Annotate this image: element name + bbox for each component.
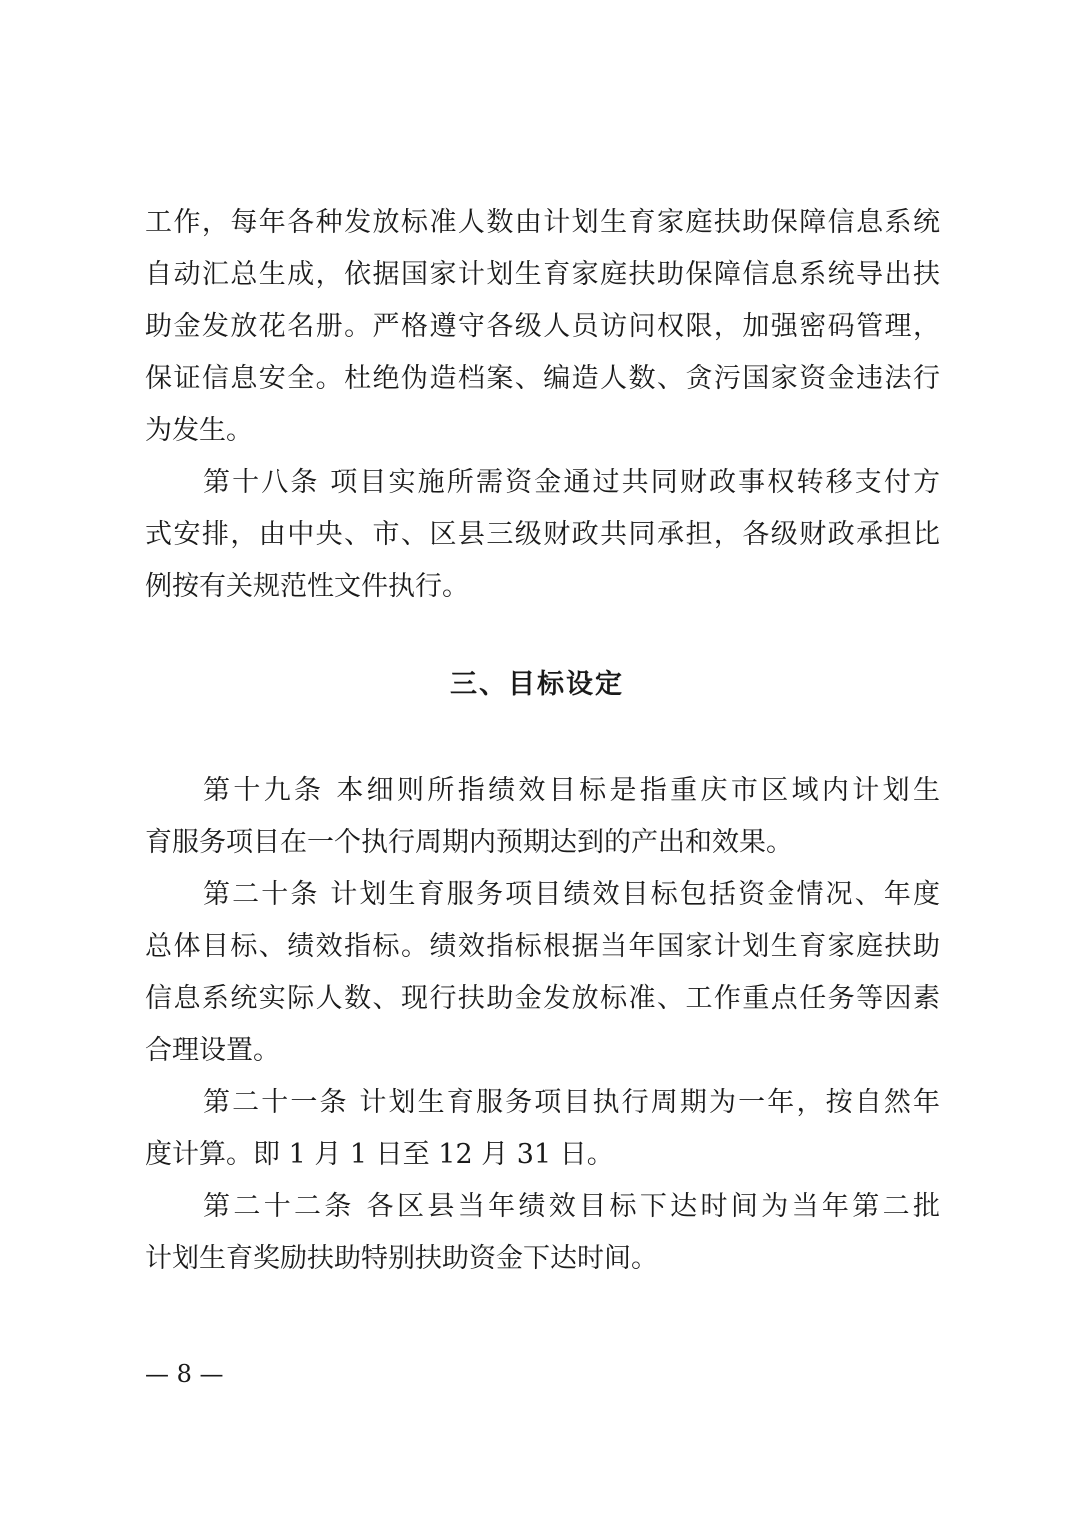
article-18-line: 式安排，由中央、市、区县三级财政共同承担，各级财政承担比: [145, 519, 940, 550]
section-heading: 三、目标设定: [450, 669, 624, 700]
article-22-line: 计划生育奖励扶助特别扶助资金下达时间。: [145, 1243, 658, 1274]
paragraph-line: 工作，每年各种发放标准人数由计划生育家庭扶助保障信息系统: [145, 207, 940, 238]
article-18-line: 例按有关规范性文件执行。: [145, 571, 469, 602]
paragraph-line: 自动汇总生成，依据国家计划生育家庭扶助保障信息系统导出扶: [145, 259, 940, 290]
article-19-line: 育服务项目在一个执行周期内预期达到的产出和效果。: [145, 827, 793, 858]
article-20-line: 合理设置。: [145, 1035, 280, 1066]
page-number: — 8 —: [145, 1360, 224, 1388]
article-21-line: 度计算。即 1 月 1 日至 12 月 31 日。: [145, 1139, 614, 1170]
article-19-line: 第十九条 本细则所指绩效目标是指重庆市区域内计划生: [203, 775, 940, 806]
paragraph-line: 为发生。: [145, 415, 253, 446]
article-20-line: 总体目标、绩效指标。绩效指标根据当年国家计划生育家庭扶助: [145, 931, 940, 962]
article-18-line: 第十八条 项目实施所需资金通过共同财政事权转移支付方: [203, 467, 940, 498]
article-21-line: 第二十一条 计划生育服务项目执行周期为一年，按自然年: [203, 1087, 940, 1118]
paragraph-line: 保证信息安全。杜绝伪造档案、编造人数、贪污国家资金违法行: [145, 363, 940, 394]
article-20-line: 信息系统实际人数、现行扶助金发放标准、工作重点任务等因素: [145, 983, 940, 1014]
paragraph-line: 助金发放花名册。严格遵守各级人员访问权限，加强密码管理，: [145, 311, 940, 342]
article-20-line: 第二十条 计划生育服务项目绩效目标包括资金情况、年度: [203, 879, 940, 910]
article-22-line: 第二十二条 各区县当年绩效目标下达时间为当年第二批: [203, 1191, 940, 1222]
